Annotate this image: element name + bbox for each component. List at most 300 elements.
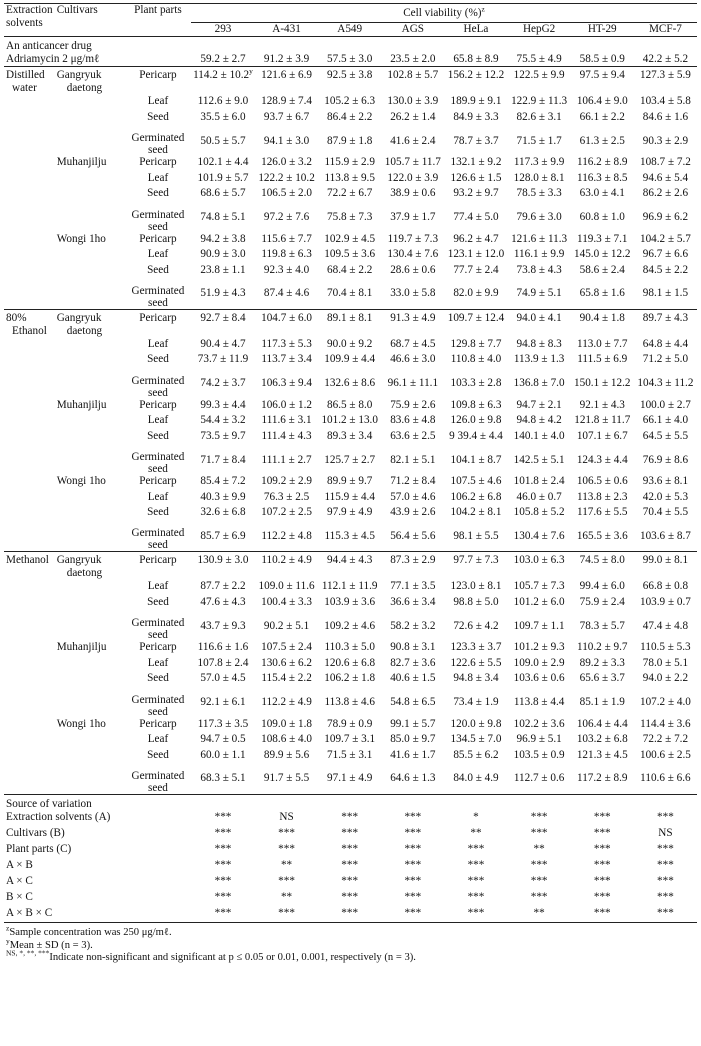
viability-text: 110.5 ± 5.3 bbox=[640, 641, 691, 653]
viability-value bbox=[571, 749, 634, 765]
viability-text: 71.2 ± 8.4 bbox=[390, 475, 436, 487]
viability-value bbox=[508, 764, 571, 794]
viability-text: 112.7 ± 0.6 bbox=[513, 772, 565, 785]
viability-text: 73.4 ± 1.9 bbox=[453, 696, 499, 708]
viability-text: 97.2 ± 7.6 bbox=[263, 211, 310, 223]
data-row bbox=[4, 156, 697, 172]
viability-text: 129.8 ± 7.7 bbox=[450, 337, 502, 350]
viability-text: 132.6 ± 8.6 bbox=[324, 377, 376, 389]
viability-text: 56.4 ± 5.6 bbox=[390, 529, 436, 542]
viability-text: 90.0 ± 9.2 bbox=[327, 337, 373, 350]
viability-text: 78.3 ± 5.7 bbox=[579, 619, 625, 632]
viability-value bbox=[381, 552, 444, 581]
significance-value: *** bbox=[404, 890, 422, 903]
viability-value bbox=[571, 718, 634, 734]
viability-text: 94.0 ± 2.2 bbox=[642, 672, 689, 684]
viability-value bbox=[571, 580, 634, 596]
viability-text: 23.8 ± 1.1 bbox=[200, 263, 246, 276]
viability-value bbox=[634, 353, 697, 369]
viability-text: 65.8 ± 1.6 bbox=[579, 287, 625, 300]
viability-value bbox=[318, 264, 381, 280]
viability-value bbox=[634, 672, 697, 688]
cultivar-cell bbox=[55, 67, 125, 96]
viability-text: 96.9 ± 6.2 bbox=[642, 211, 689, 223]
cultivar-cell bbox=[55, 264, 125, 280]
plant-part-cell: Leaf bbox=[147, 656, 169, 669]
viability-value bbox=[255, 279, 318, 309]
variation-label: Cultivars (B) bbox=[6, 826, 65, 839]
significance-value: *** bbox=[214, 890, 232, 903]
viability-value bbox=[191, 309, 255, 338]
plant-part-word2: seed bbox=[148, 296, 168, 309]
control-label-line1: An anticancer drug bbox=[6, 40, 92, 52]
viability-text: 107.5 ± 4.6 bbox=[450, 475, 502, 487]
viability-text: 116.2 ± 8.9 bbox=[577, 156, 628, 168]
viability-value bbox=[508, 657, 571, 673]
variation-label: A × B × C bbox=[6, 906, 53, 919]
viability-text: 89.3 ± 3.4 bbox=[327, 429, 373, 442]
viability-value bbox=[381, 522, 444, 552]
cultivar-cell bbox=[55, 111, 125, 127]
viability-text: 37.9 ± 1.7 bbox=[390, 211, 436, 223]
viability-text: 36.6 ± 3.4 bbox=[390, 595, 436, 608]
significance-value: *** bbox=[214, 826, 232, 839]
cultivar-cell bbox=[55, 733, 125, 749]
viability-value bbox=[634, 596, 697, 612]
viability-value bbox=[191, 156, 255, 172]
viability-value bbox=[255, 657, 318, 673]
viability-text: 66.1 ± 4.0 bbox=[642, 414, 689, 426]
significance-value: NS bbox=[279, 810, 294, 823]
viability-value bbox=[255, 641, 318, 657]
cultivar-name-line1: Muhanjilju bbox=[56, 398, 107, 411]
solvent-cell bbox=[4, 611, 55, 641]
viability-value bbox=[444, 248, 507, 264]
cultivar-cell bbox=[55, 718, 125, 734]
viability-value bbox=[634, 657, 697, 673]
viability-value bbox=[191, 733, 255, 749]
plant-part-word1: Germinated bbox=[131, 693, 185, 706]
viability-text: 109.0 ± 11.6 bbox=[258, 580, 315, 592]
plant-part-cell: Pericarp bbox=[139, 156, 177, 168]
cultivar-cell bbox=[55, 641, 125, 657]
viability-value bbox=[255, 369, 318, 399]
viability-value bbox=[318, 672, 381, 688]
viability-value bbox=[191, 414, 255, 430]
viability-value bbox=[191, 338, 255, 354]
viability-text: 142.5 ± 5.1 bbox=[513, 453, 565, 466]
plant-part-cell: Pericarp bbox=[125, 309, 191, 338]
viability-text: 85.5 ± 6.2 bbox=[453, 748, 499, 761]
viability-text: 126.0 ± 9.8 bbox=[450, 414, 502, 426]
viability-value bbox=[255, 248, 318, 264]
solvent-cell bbox=[4, 126, 55, 156]
viability-text: 112.6 ± 9.0 bbox=[197, 95, 249, 107]
cell-line-header: MCF-7 bbox=[634, 23, 697, 37]
viability-value bbox=[634, 399, 697, 415]
viability-value bbox=[255, 733, 318, 749]
viability-value bbox=[634, 156, 697, 172]
viability-text: 83.6 ± 4.8 bbox=[390, 414, 436, 426]
viability-value bbox=[571, 611, 634, 641]
viability-text: 105.2 ± 6.3 bbox=[324, 95, 376, 107]
viability-value bbox=[381, 733, 444, 749]
viability-text: 130.6 ± 6.2 bbox=[261, 656, 312, 669]
viability-value bbox=[634, 430, 697, 446]
solvent-cell bbox=[4, 111, 55, 127]
significance-value: *** bbox=[593, 842, 611, 855]
viability-value bbox=[255, 203, 318, 233]
viability-value bbox=[191, 718, 255, 734]
viability-value bbox=[571, 596, 634, 612]
significance-value: NS bbox=[658, 826, 673, 839]
viability-text: 78.0 ± 5.1 bbox=[642, 656, 689, 669]
viability-text: 113.9 ± 1.3 bbox=[513, 353, 565, 365]
data-row bbox=[4, 491, 697, 507]
cultivar-cell bbox=[55, 491, 125, 507]
cultivar-name-line2: daetong bbox=[66, 324, 103, 337]
viability-text: 113.7 ± 3.4 bbox=[261, 353, 312, 365]
solvent-cell bbox=[4, 172, 55, 188]
viability-text: 64.5 ± 5.5 bbox=[642, 429, 689, 442]
viability-text: 110.2 ± 9.7 bbox=[577, 641, 628, 653]
viability-value bbox=[255, 491, 318, 507]
viability-text: 76.3 ± 2.5 bbox=[263, 490, 310, 503]
viability-value bbox=[255, 172, 318, 188]
viability-text: 102.8 ± 5.7 bbox=[387, 69, 439, 81]
viability-value bbox=[508, 309, 571, 338]
viability-text: 90.4 ± 4.7 bbox=[200, 337, 246, 350]
viability-text: 28.6 ± 0.6 bbox=[390, 263, 436, 276]
viability-text: 57.0 ± 4.6 bbox=[390, 490, 436, 503]
viability-text: 89.9 ± 5.6 bbox=[263, 748, 310, 761]
variation-row bbox=[4, 907, 697, 923]
viability-text: 105.8 ± 5.2 bbox=[513, 506, 565, 518]
solvent-name-line2: Ethanol bbox=[12, 324, 47, 337]
significance-value: *** bbox=[341, 906, 359, 919]
viability-text: 115.6 ± 7.7 bbox=[261, 232, 312, 245]
viability-text: 116.3 ± 8.5 bbox=[577, 171, 628, 184]
viability-value bbox=[318, 248, 381, 264]
viability-value bbox=[191, 95, 255, 111]
viability-text: 72.2 ± 6.7 bbox=[327, 187, 373, 199]
viability-value bbox=[191, 430, 255, 446]
viability-value bbox=[508, 445, 571, 475]
viability-text: 117.3 ± 5.3 bbox=[261, 337, 312, 350]
viability-text: 41.6 ± 2.4 bbox=[390, 134, 436, 147]
data-row bbox=[4, 414, 697, 430]
data-row bbox=[4, 506, 697, 522]
viability-text: 97.1 ± 4.9 bbox=[327, 772, 373, 785]
viability-value bbox=[508, 611, 571, 641]
viability-value bbox=[255, 156, 318, 172]
viability-text: 101.2 ± 6.0 bbox=[513, 595, 565, 608]
viability-text: 112.2 ± 4.8 bbox=[261, 529, 312, 542]
viability-text: 122.6 ± 5.5 bbox=[450, 656, 502, 669]
viability-value bbox=[191, 248, 255, 264]
viability-value bbox=[381, 445, 444, 475]
viability-value bbox=[318, 279, 381, 309]
viability-text: 100.6 ± 2.5 bbox=[639, 748, 691, 761]
significance-value: *** bbox=[341, 842, 359, 855]
viability-value bbox=[444, 552, 507, 581]
viability-value bbox=[255, 596, 318, 612]
viability-text: 127.3 ± 5.9 bbox=[639, 69, 691, 81]
significance-value: *** bbox=[214, 842, 232, 855]
viability-text: 61.3 ± 2.5 bbox=[579, 134, 625, 147]
viability-text: 109.7 ± 12.4 bbox=[447, 311, 505, 324]
viability-text: 150.1 ± 12.2 bbox=[574, 377, 631, 389]
viability-text: 111.1 ± 2.7 bbox=[261, 453, 312, 466]
viability-text: 94.8 ± 8.3 bbox=[516, 337, 562, 350]
plant-part-cell: Leaf bbox=[147, 580, 169, 592]
cultivar-cell bbox=[55, 506, 125, 522]
viability-text: 94.8 ± 3.4 bbox=[453, 672, 499, 684]
viability-value bbox=[191, 596, 255, 612]
viability-value bbox=[634, 445, 697, 475]
viability-value bbox=[508, 672, 571, 688]
viability-value bbox=[508, 506, 571, 522]
viability-value bbox=[634, 248, 697, 264]
viability-text: 96.7 ± 6.6 bbox=[642, 248, 689, 260]
viability-text: 103.2 ± 6.8 bbox=[576, 733, 628, 745]
data-row bbox=[4, 672, 697, 688]
cell-line-header: 293 bbox=[191, 23, 255, 37]
viability-value bbox=[571, 156, 634, 172]
viability-value bbox=[255, 718, 318, 734]
viability-text: 87.3 ± 2.9 bbox=[390, 554, 436, 566]
solvent-cell bbox=[4, 353, 55, 369]
viability-value bbox=[444, 309, 507, 338]
viability-text: 104.2 ± 5.7 bbox=[639, 232, 691, 245]
viability-text: 63.6 ± 2.5 bbox=[390, 429, 436, 442]
cultivar-cell bbox=[55, 309, 125, 338]
viability-text: 92.1 ± 6.1 bbox=[200, 696, 246, 708]
solvent-cell bbox=[4, 369, 55, 399]
significance-value: *** bbox=[657, 810, 674, 823]
viability-value bbox=[381, 414, 444, 430]
plant-part-cell bbox=[125, 611, 191, 641]
viability-text: 120.0 ± 9.8 bbox=[450, 717, 502, 730]
plant-part-cell: Leaf bbox=[147, 171, 169, 184]
viability-value bbox=[381, 475, 444, 491]
viability-text: 50.5 ± 5.7 bbox=[200, 134, 246, 147]
viability-text: 117.3 ± 3.5 bbox=[197, 717, 249, 730]
viability-text: 116.6 ± 1.6 bbox=[197, 641, 249, 653]
significance-value: ** bbox=[533, 842, 545, 855]
viability-text: 103.9 ± 3.6 bbox=[324, 595, 376, 608]
significance-value: *** bbox=[593, 858, 611, 871]
viability-value bbox=[634, 506, 697, 522]
significance-value: *** bbox=[278, 842, 295, 855]
data-row bbox=[4, 718, 697, 734]
data-row bbox=[4, 641, 697, 657]
viability-value bbox=[318, 67, 381, 96]
viability-text: 94.4 ± 4.3 bbox=[327, 554, 373, 566]
significance-value: *** bbox=[593, 810, 611, 823]
viability-text: 165.5 ± 3.6 bbox=[576, 529, 628, 542]
solvent-name-line1: Distilled bbox=[6, 69, 45, 81]
viability-text: 54.8 ± 6.5 bbox=[390, 696, 436, 708]
significance-value: *** bbox=[593, 906, 611, 919]
viability-value bbox=[255, 552, 318, 581]
viability-text: 71.5 ± 1.7 bbox=[516, 134, 562, 147]
viability-text: 103.5 ± 0.9 bbox=[513, 748, 565, 761]
significance-value: ** bbox=[280, 890, 293, 903]
significance-value: *** bbox=[341, 826, 359, 839]
viability-value bbox=[318, 338, 381, 354]
significance-value: *** bbox=[278, 874, 295, 887]
viability-text: 70.4 ± 5.5 bbox=[642, 506, 689, 518]
viability-text: 156.2 ± 12.2 bbox=[447, 69, 505, 81]
viability-text: 109.7 ± 3.1 bbox=[324, 733, 376, 745]
plant-part-cell bbox=[125, 688, 191, 718]
solvent-cell bbox=[4, 475, 55, 491]
viability-text: 58.2 ± 3.2 bbox=[390, 619, 436, 632]
data-row bbox=[4, 399, 697, 415]
footnote-y: $^y$Mean ± SD (n = 3). bbox=[6, 935, 93, 951]
viability-value bbox=[191, 203, 255, 233]
viability-text: 103.3 ± 2.8 bbox=[450, 377, 502, 389]
document-page bbox=[0, 3, 701, 1046]
viability-value bbox=[255, 445, 318, 475]
viability-value bbox=[318, 430, 381, 446]
viability-text: 122.5 ± 9.9 bbox=[513, 69, 565, 81]
viability-value bbox=[444, 688, 507, 718]
viability-value bbox=[255, 414, 318, 430]
viability-value bbox=[381, 672, 444, 688]
viability-value bbox=[508, 414, 571, 430]
data-row bbox=[4, 67, 697, 96]
plant-part-word1: Germinated bbox=[131, 132, 185, 144]
viability-value bbox=[255, 611, 318, 641]
plant-part-cell: Seed bbox=[147, 672, 169, 684]
header-cell-viability: Cell viability (%)$^z$ bbox=[191, 4, 697, 23]
solvent-cell bbox=[4, 187, 55, 203]
control-value: 91.2 ± 3.9 bbox=[263, 53, 310, 65]
viability-text: 94.8 ± 4.2 bbox=[516, 414, 562, 426]
plant-part-cell: Leaf bbox=[147, 337, 169, 350]
viability-value bbox=[255, 749, 318, 765]
viability-text: 113.8 ± 2.3 bbox=[577, 490, 628, 503]
cultivar-cell bbox=[55, 172, 125, 188]
solvent-cell bbox=[4, 279, 55, 309]
viability-value bbox=[255, 430, 318, 446]
viability-text: 97.5 ± 9.4 bbox=[579, 69, 625, 81]
cultivar-cell bbox=[55, 399, 125, 415]
header-plant-parts: Plant parts bbox=[125, 4, 191, 37]
viability-text: 116.1 ± 9.9 bbox=[513, 248, 565, 260]
plant-part-word1: Germinated bbox=[131, 527, 185, 539]
cultivar-name-line1: Wongi 1ho bbox=[56, 717, 106, 730]
viability-text: 109.8 ± 6.3 bbox=[450, 398, 502, 411]
viability-value bbox=[444, 264, 507, 280]
viability-text: 60.8 ± 1.0 bbox=[579, 211, 625, 223]
viability-value bbox=[634, 749, 697, 765]
viability-text: 102.9 ± 4.5 bbox=[324, 232, 376, 245]
viability-text: 93.6 ± 8.1 bbox=[642, 475, 689, 487]
viability-value bbox=[318, 506, 381, 522]
mean-sd-mark: y bbox=[249, 66, 253, 76]
data-row bbox=[4, 764, 697, 794]
viability-value bbox=[255, 233, 318, 249]
viability-text: 71.2 ± 5.0 bbox=[642, 353, 689, 365]
significance-value: *** bbox=[530, 874, 548, 887]
plant-part-word2: seed bbox=[148, 705, 168, 718]
viability-text: 78.7 ± 3.7 bbox=[453, 134, 499, 147]
viability-value bbox=[255, 126, 318, 156]
viability-value bbox=[508, 733, 571, 749]
data-row bbox=[4, 688, 697, 718]
viability-value bbox=[571, 733, 634, 749]
viability-value bbox=[444, 67, 507, 96]
viability-value bbox=[191, 445, 255, 475]
significance-value: *** bbox=[214, 906, 232, 919]
significance-value: *** bbox=[214, 810, 232, 823]
viability-text: 104.7 ± 6.0 bbox=[261, 311, 312, 324]
plant-part-cell: Leaf bbox=[147, 414, 169, 426]
viability-value bbox=[634, 279, 697, 309]
header-extraction-solvents: Extraction solvents bbox=[4, 4, 55, 37]
variation-row bbox=[4, 811, 697, 827]
plant-part-cell: Seed bbox=[147, 187, 169, 199]
cell-line-header: A549 bbox=[318, 23, 381, 37]
viability-value bbox=[381, 156, 444, 172]
solvent-cell bbox=[4, 491, 55, 507]
viability-value bbox=[318, 749, 381, 765]
viability-text: 109.0 ± 2.9 bbox=[513, 656, 565, 669]
viability-value bbox=[318, 187, 381, 203]
viability-text: 93.2 ± 9.7 bbox=[453, 187, 499, 199]
cultivar-cell bbox=[55, 353, 125, 369]
viability-text: 96.9 ± 5.1 bbox=[516, 733, 562, 745]
viability-value bbox=[508, 279, 571, 309]
cultivar-cell bbox=[55, 657, 125, 673]
viability-text: 130.0 ± 3.9 bbox=[387, 95, 439, 107]
viability-text: 97.9 ± 4.9 bbox=[327, 506, 373, 518]
viability-value bbox=[318, 718, 381, 734]
viability-text: 110.8 ± 4.0 bbox=[450, 353, 502, 365]
viability-value bbox=[318, 491, 381, 507]
viability-text: 96.1 ± 11.1 bbox=[387, 377, 439, 389]
solvent-name-line1: 80% bbox=[6, 311, 27, 324]
plant-part-word2: seed bbox=[148, 781, 168, 794]
viability-text: 122.2 ± 10.2 bbox=[258, 171, 315, 184]
control-value: 75.5 ± 4.9 bbox=[516, 53, 562, 65]
data-row bbox=[4, 172, 697, 188]
significance-value: *** bbox=[593, 874, 611, 887]
viability-value bbox=[191, 506, 255, 522]
data-row bbox=[4, 187, 697, 203]
viability-text: 123.0 ± 8.1 bbox=[450, 580, 502, 592]
viability-text: 114.2 ± 10.2 bbox=[193, 69, 250, 81]
viability-text: 90.4 ± 1.8 bbox=[579, 311, 625, 324]
viability-value bbox=[191, 233, 255, 249]
viability-text: 107.1 ± 6.7 bbox=[576, 429, 628, 442]
viability-value bbox=[444, 641, 507, 657]
viability-text: 77.1 ± 3.5 bbox=[390, 580, 436, 592]
viability-text: 35.5 ± 6.0 bbox=[200, 110, 246, 123]
viability-text: 84.9 ± 3.3 bbox=[453, 110, 499, 123]
viability-text: 58.6 ± 2.4 bbox=[579, 263, 625, 276]
viability-value bbox=[634, 67, 697, 96]
viability-value bbox=[191, 491, 255, 507]
viability-value bbox=[634, 688, 697, 718]
viability-value bbox=[634, 203, 697, 233]
solvent-cell bbox=[4, 264, 55, 280]
viability-text: 46.6 ± 3.0 bbox=[390, 353, 436, 365]
viability-value bbox=[191, 264, 255, 280]
